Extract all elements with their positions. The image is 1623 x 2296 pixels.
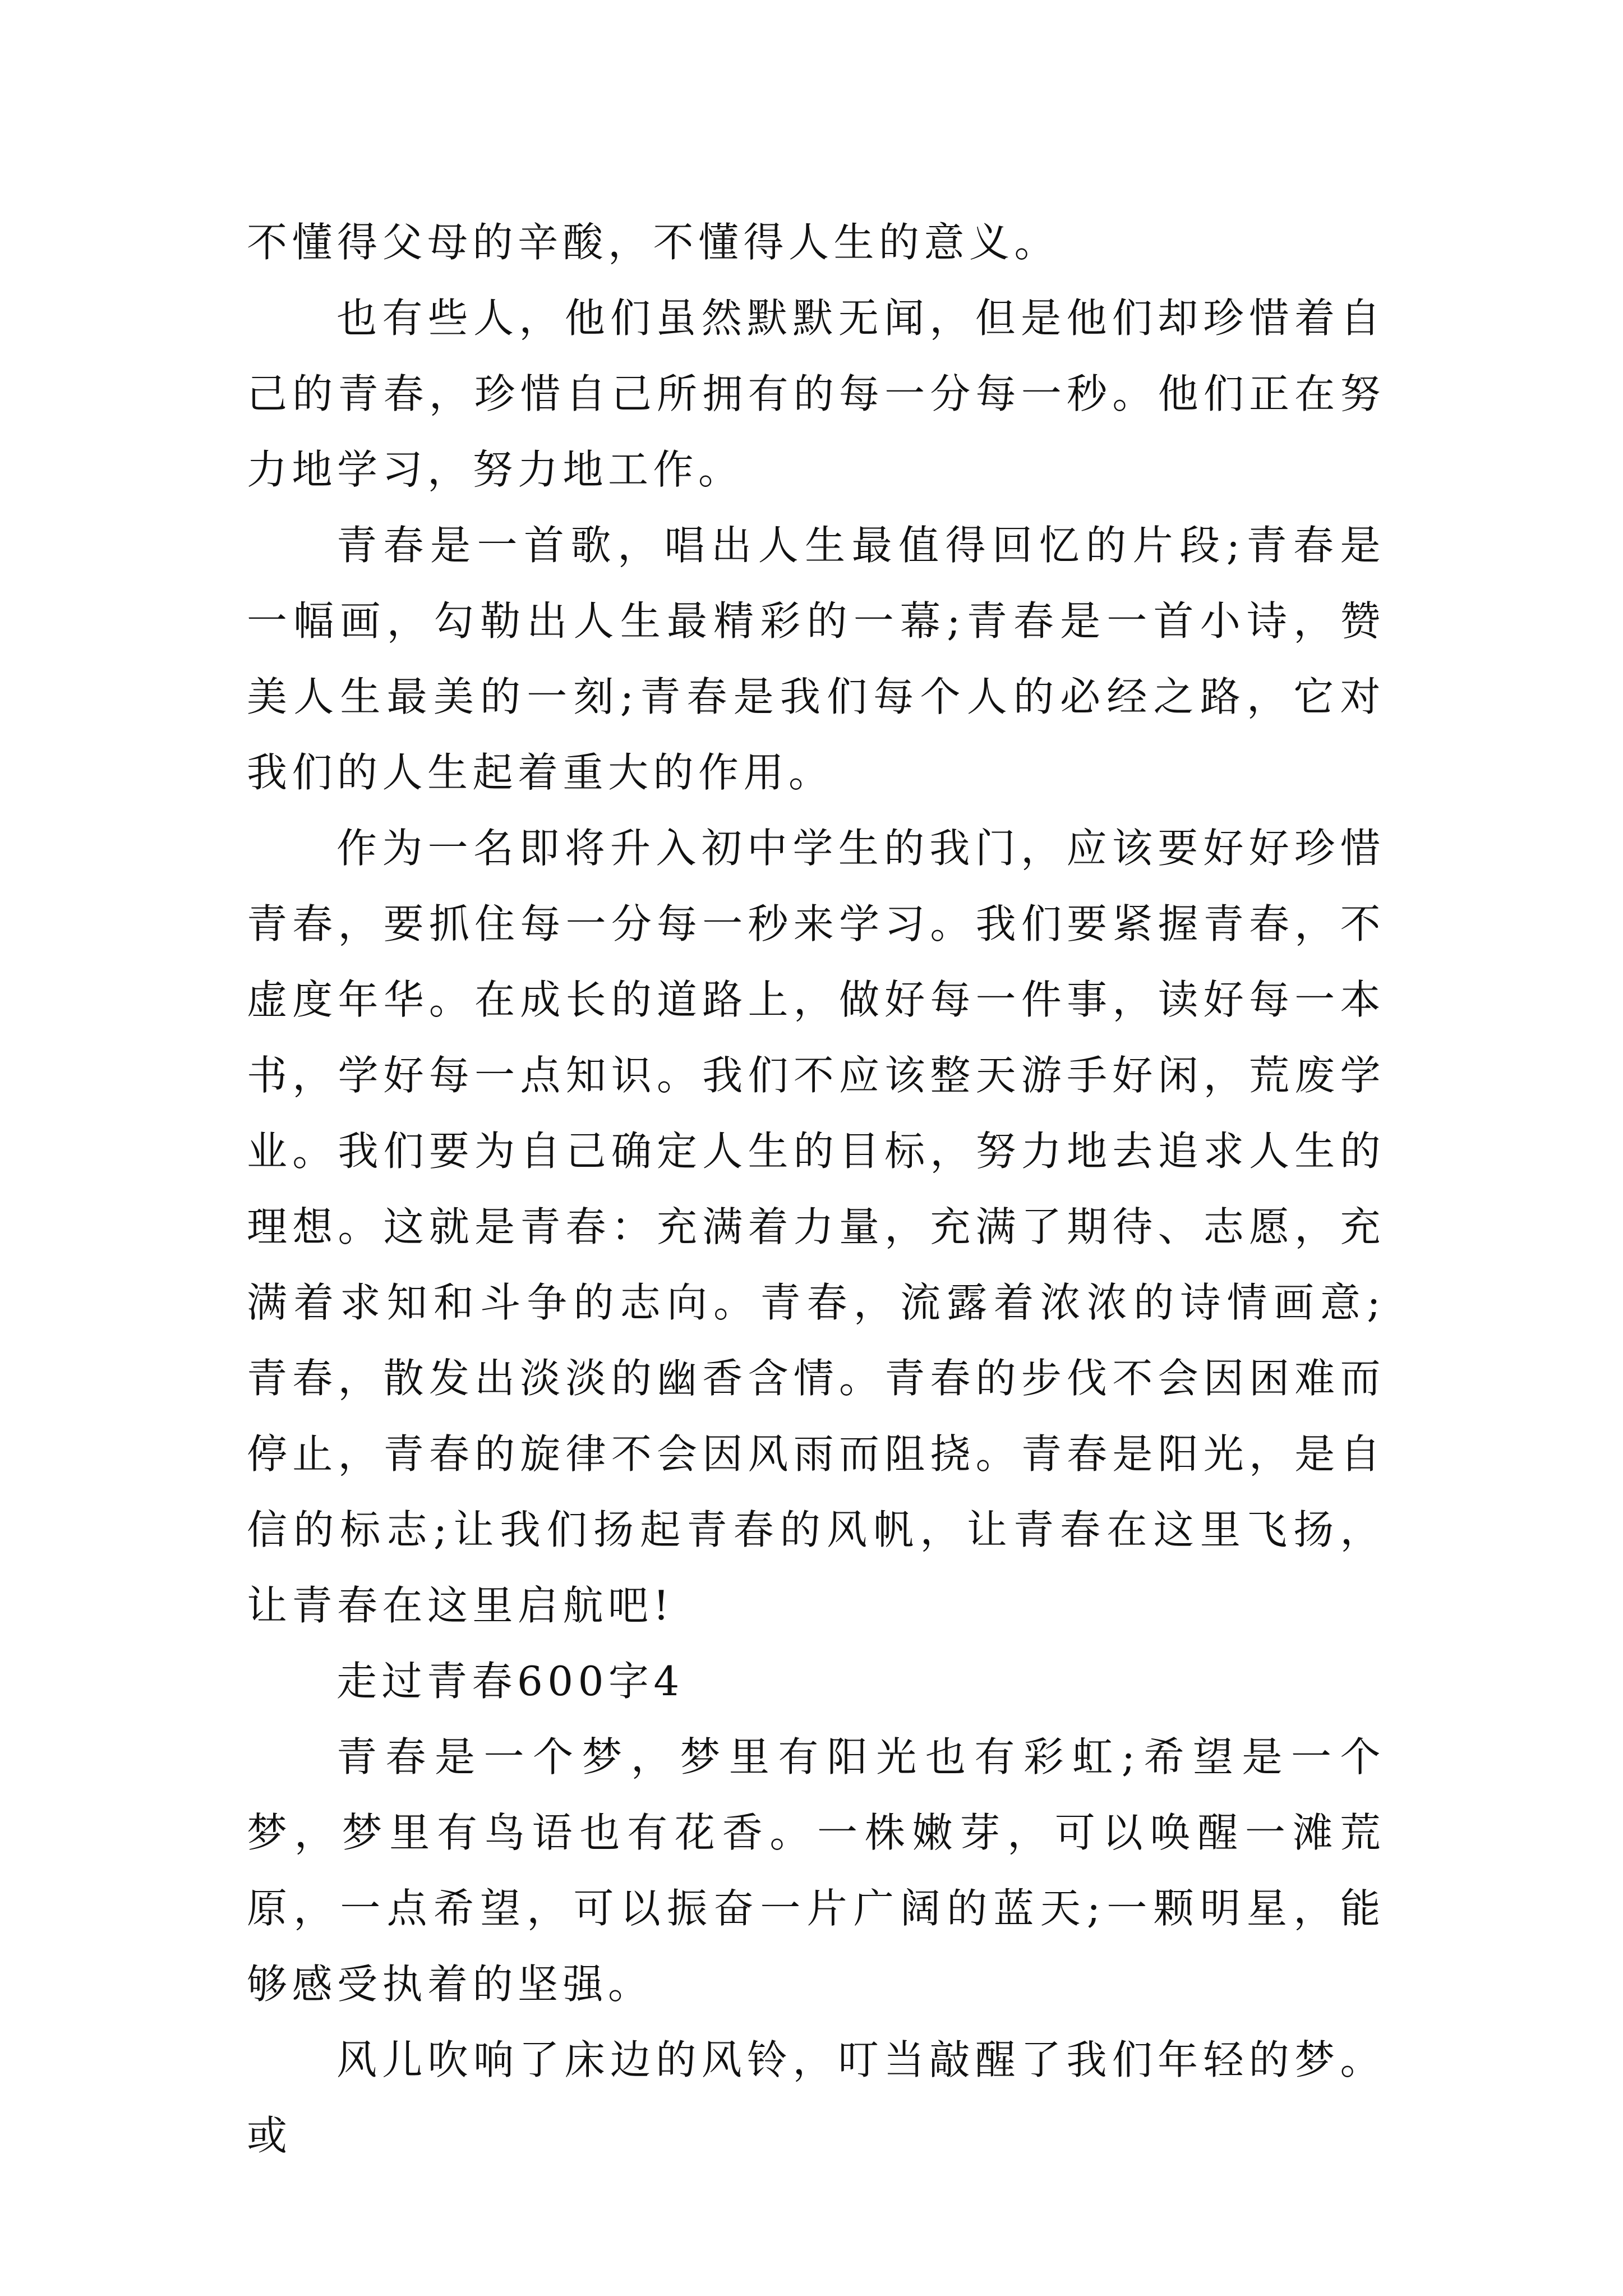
paragraph: 作为一名即将升入初中学生的我门，应该要好好珍惜青春，要抓住每一分每一秒来学习。我们要紧握青春，不虚度年华。在成长的道路上，做好每一件事，读好每一本书，学好每一点知识。我们不应该整天游手好闲，荒废学业。我们要为自己确定人生的目标，努力地去追求人生的理想。这就是青春：充满着力量，充满了期待、志愿，充满着求知和斗争的志向。青春，流露着浓浓的诗情画意;青春，散发出淡淡的幽香含情。青春的步伐不会因困难而停止，青春的旋律不会因风雨而阻挠。青春是阳光，是自信的标志;让我们扬起青春的风帆，让青春在这里飞扬，让青春在这里启航吧!: [247, 825, 1385, 1629]
section-heading: 走过青春600字4: [336, 1658, 684, 1705]
paragraph: 青春是一个梦，梦里有阳光也有彩虹;希望是一个梦，梦里有鸟语也有花香。一株嫩芽，可以唤醒一滩荒原，一点希望，可以振奋一片广阔的蓝天;一颗明星，能够感受执着的坚强。: [247, 1733, 1385, 2008]
paragraph: 也有些人，他们虽然默默无闻，但是他们却珍惜着自己的青春，珍惜自己所拥有的每一分每一秒。他们正在努力地学习，努力地工作。: [247, 295, 1385, 493]
paragraph-continued: 不懂得父母的辛酸，不懂得人生的意义。: [247, 219, 1060, 266]
document-body: [247, 205, 1385, 2174]
paragraph: 风儿吹响了床边的风铃，叮当敲醒了我们年轻的梦。或: [247, 2036, 1385, 2159]
paragraph: 青春是一首歌，唱出人生最值得回忆的片段;青春是一幅画，勾勒出人生最精彩的一幕;青春是一首小诗，赞美人生最美的一刻;青春是我们每个人的必经之路，它对我们的人生起着重大的作用。: [247, 522, 1385, 796]
